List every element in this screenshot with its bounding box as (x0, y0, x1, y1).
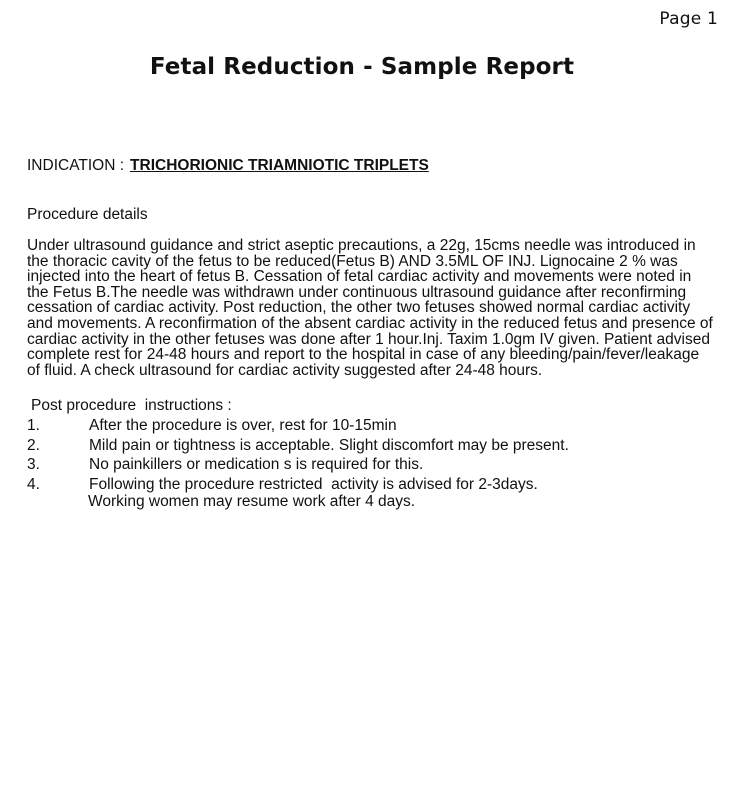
instruction-continuation: Working women may resume work after 4 days. (88, 493, 416, 510)
post-procedure-heading: Post procedure instructions : (31, 397, 232, 414)
instruction-text: No painkillers or medication s is required for this. (89, 456, 424, 473)
indication-label: INDICATION : (27, 157, 125, 174)
instruction-item (27, 436, 717, 456)
instruction-number: 1. (27, 417, 40, 434)
instruction-text: After the procedure is over, rest for 10-15min (89, 417, 397, 434)
instruction-item (27, 475, 717, 495)
instruction-text: Following the procedure restricted activity is advised for 2-3days. (89, 475, 538, 493)
indication-line (27, 157, 429, 175)
instruction-number: 4. (27, 475, 40, 493)
procedure-heading: Procedure details (27, 206, 148, 223)
indication-value: TRICHORIONIC TRIAMNIOTIC TRIPLETS (130, 157, 429, 174)
instruction-number: 2. (27, 436, 40, 454)
instruction-text: Mild pain or tightness is acceptable. Slight discomfort may be present. (89, 436, 569, 454)
instruction-item (27, 416, 717, 436)
page-number: Page 1 (659, 9, 718, 29)
instruction-number: 3. (27, 456, 40, 473)
procedure-paragraph: Under ultrasound guidance and strict aseptic precautions, a 22g, 15cms needle was introduced in the thoracic cavity of the fetus to be reduced(Fetus B) AND 3.5ML OF INJ. Lignocaine 2 % was injected into the heart of fetus B. Cessation of fetal cardiac activity and movements were noted in the Fetus B.The needle was withdrawn under continuous ultrasound guidance after reconfirming cessation of cardiac activity. Post reduction, the other two fetuses showed normal cardiac activity and movements. A reconfirmation of the absent cardiac activity in the reduced fetus and presence of cardiac activity in the other fetuses was done after 1 hour.Inj. Taxim 1.0gm IV given. Patient advised complete rest for 24-48 hours and report to the hospital in case of any bleeding/pain/fever/leakage of fluid. A check ultrasound for cardiac activity suggested after 24-48 hours. (27, 237, 713, 379)
instructions-list (27, 416, 717, 494)
report-title: Fetal Reduction - Sample Report (149, 54, 575, 80)
instruction-item (27, 455, 717, 475)
